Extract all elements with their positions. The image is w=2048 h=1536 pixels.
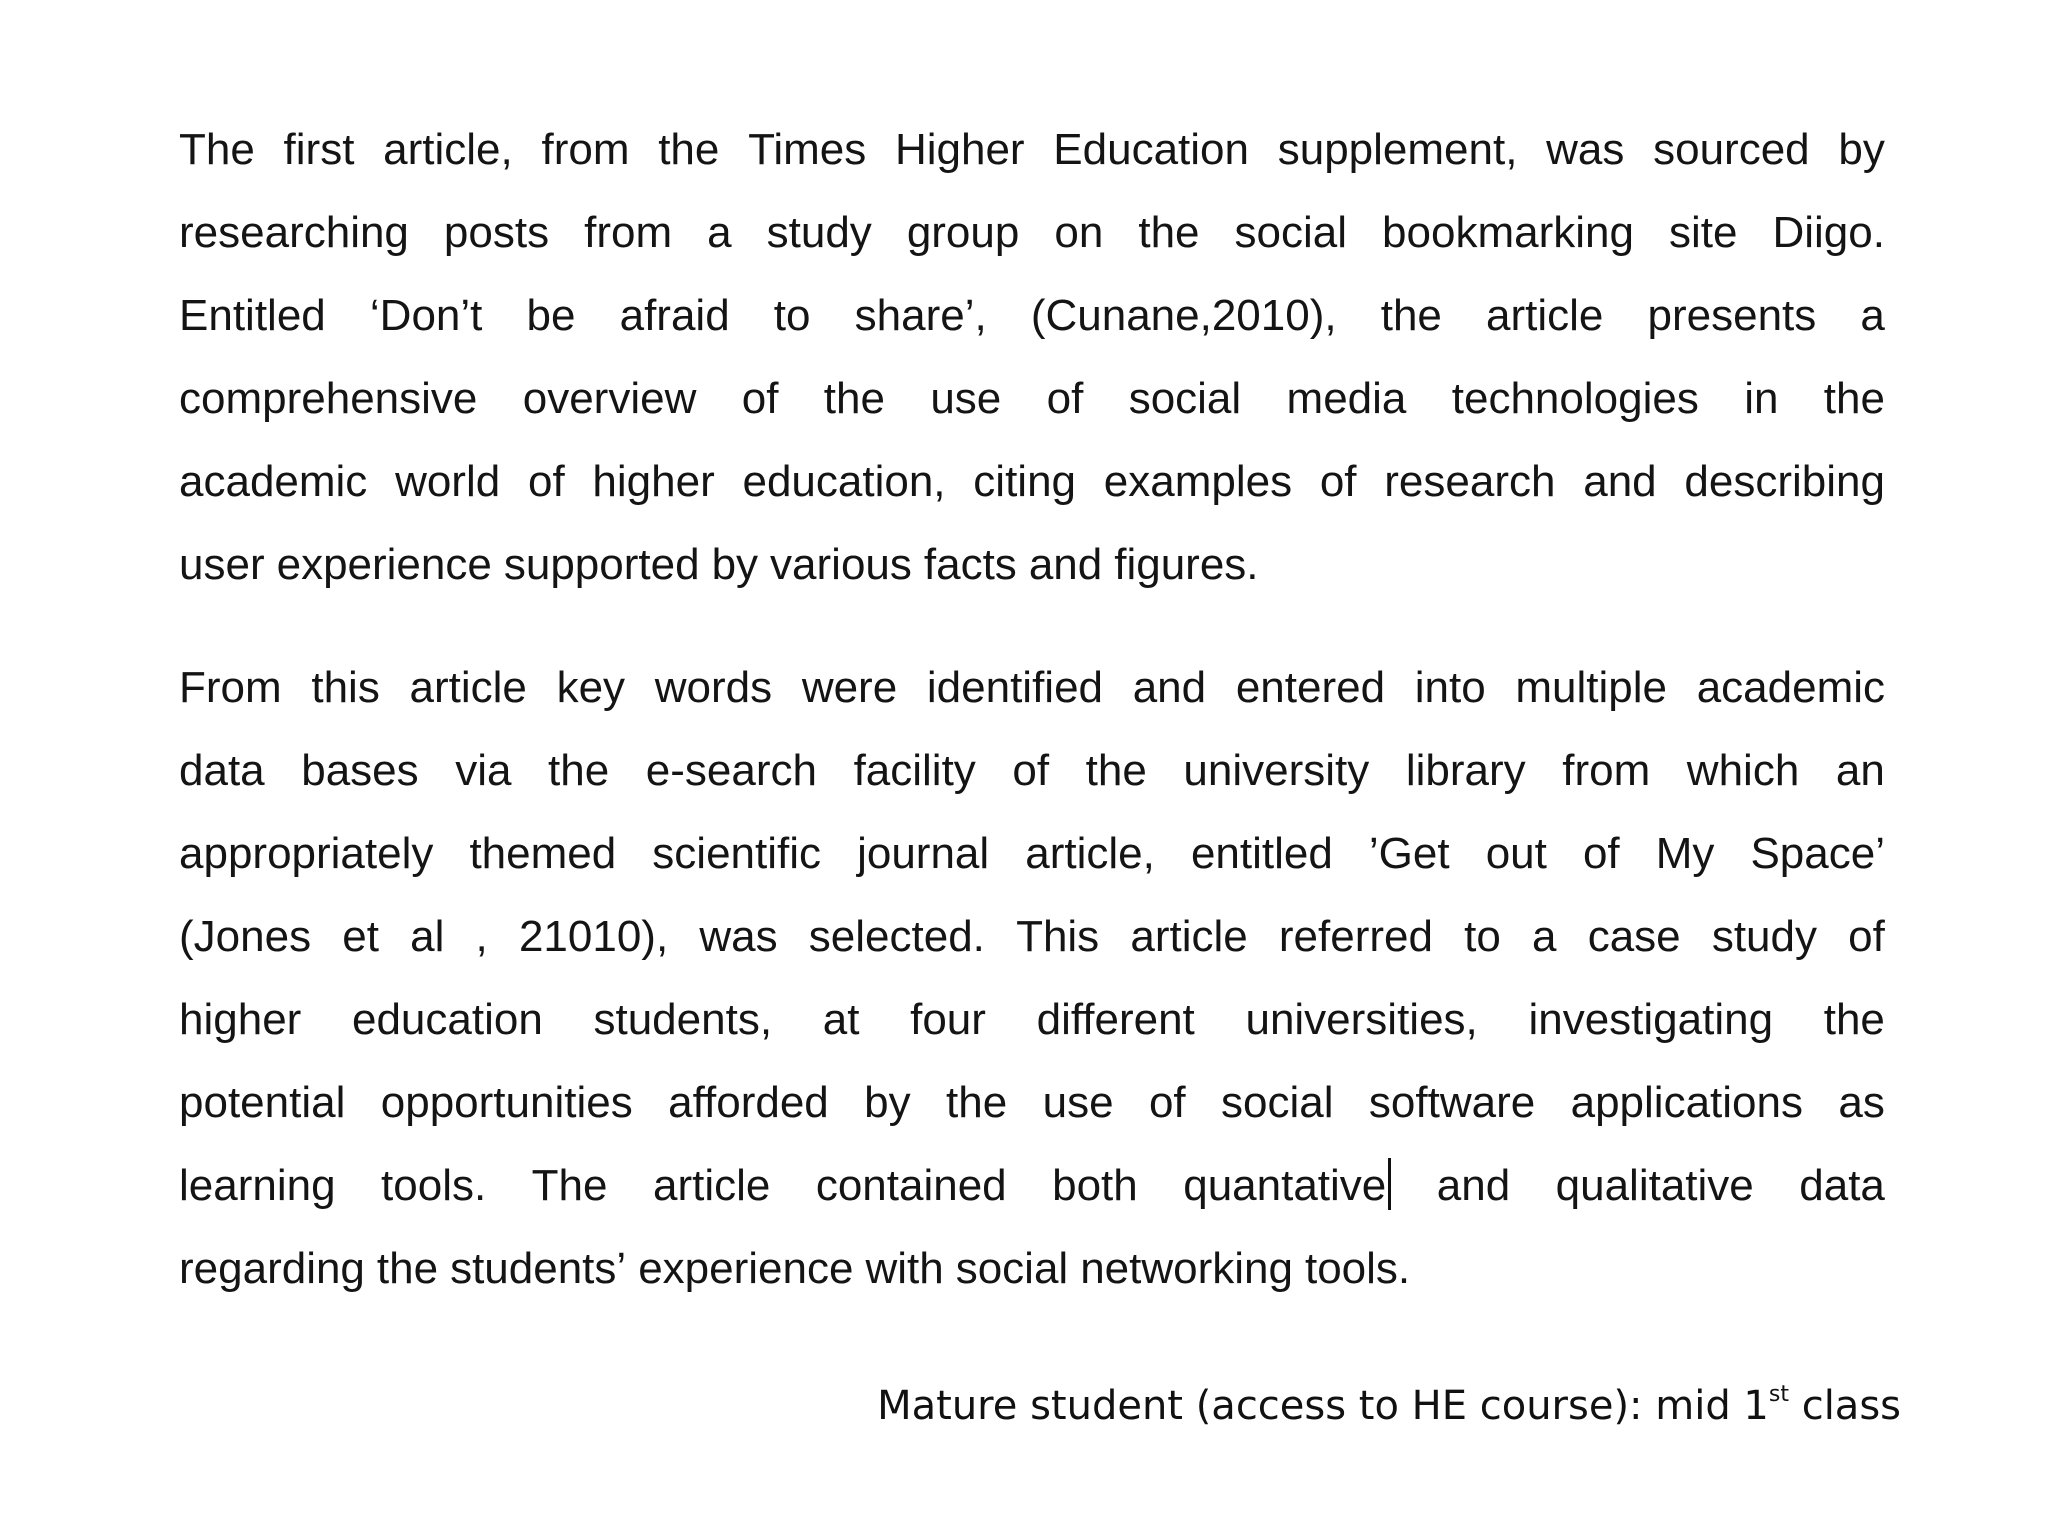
word: students’ (450, 1244, 627, 1293)
word: regarding (179, 1244, 365, 1293)
word: be (526, 291, 576, 340)
word: to (1464, 912, 1501, 961)
word: with (865, 1244, 944, 1293)
word: journal (857, 829, 990, 878)
text-line (179, 1227, 1885, 1310)
word: education, (742, 457, 946, 506)
word: both (1052, 1161, 1138, 1210)
word: 21010), (518, 912, 669, 961)
word: of (1012, 746, 1050, 795)
word: the (376, 1244, 439, 1293)
word: of (1582, 829, 1620, 878)
word: data (1799, 1161, 1885, 1210)
word: bookmarking (1382, 208, 1634, 257)
text-line (179, 812, 1885, 895)
word: by (1838, 125, 1885, 174)
word: of (1319, 457, 1357, 506)
word: a (707, 208, 732, 257)
word: library (1405, 746, 1526, 795)
text-line (179, 646, 1885, 729)
paragraph-gap (179, 606, 1885, 646)
word: from (584, 208, 673, 257)
word: the (658, 125, 720, 174)
word: and (1583, 457, 1657, 506)
word: figures. (1114, 540, 1259, 589)
word: selected. (808, 912, 985, 961)
word: and (1028, 540, 1103, 589)
word: opportunities (380, 1078, 633, 1127)
word: words (654, 663, 773, 712)
word: and (1132, 663, 1207, 712)
text-line (179, 440, 1885, 523)
word: social (1234, 208, 1348, 257)
word: of (1046, 374, 1084, 423)
word: presents (1647, 291, 1817, 340)
essay-excerpt (179, 108, 1885, 1318)
word: into (1414, 663, 1486, 712)
word: students, (593, 995, 773, 1044)
word: in (1744, 374, 1779, 423)
word: entitled (1190, 829, 1333, 878)
word: data (179, 746, 265, 795)
word: researching (179, 208, 409, 257)
word: From (179, 663, 282, 712)
word: from (541, 125, 630, 174)
word: supported (503, 540, 700, 589)
word: bases (301, 746, 419, 795)
word: quantative (1183, 1144, 1391, 1227)
word: academic (179, 457, 368, 506)
word: learning (179, 1161, 336, 1210)
word: afforded (668, 1078, 829, 1127)
word: university (1183, 746, 1370, 795)
word: first (283, 125, 355, 174)
word: identified (926, 663, 1104, 712)
word: study (1711, 912, 1817, 961)
word: describing (1684, 457, 1885, 506)
word: by (711, 540, 759, 589)
word: et (342, 912, 379, 961)
word: article, (1025, 829, 1155, 878)
paragraph-key-words (179, 646, 1885, 1310)
text-line (179, 729, 1885, 812)
word: tools. (1304, 1244, 1411, 1293)
word: software (1368, 1078, 1536, 1127)
word: group (906, 208, 1020, 257)
word: applications (1570, 1078, 1803, 1127)
word: Diigo. (1772, 208, 1885, 257)
word: referred (1278, 912, 1433, 961)
word: ‘Don’t (369, 291, 483, 340)
word: higher (592, 457, 715, 506)
word: posts (443, 208, 550, 257)
word: appropriately (179, 829, 434, 878)
word: the (1138, 208, 1200, 257)
word: Space’ (1750, 829, 1885, 878)
word: an (1835, 746, 1885, 795)
text-line (179, 274, 1885, 357)
word: entered (1235, 663, 1386, 712)
word: networking (1080, 1244, 1293, 1293)
word: this (311, 663, 380, 712)
word: facts (923, 540, 1017, 589)
text-line (179, 1061, 1885, 1144)
word: (Cunane,2010), (1030, 291, 1337, 340)
word: social (1128, 374, 1242, 423)
word: a (1860, 291, 1885, 340)
word: Education (1053, 125, 1249, 174)
text-line (179, 895, 1885, 978)
text-line (179, 108, 1885, 191)
word: Entitled (179, 291, 326, 340)
word: article (652, 1161, 771, 1210)
word: multiple (1515, 663, 1667, 712)
word: article (1130, 912, 1248, 961)
word: comprehensive (179, 374, 478, 423)
word: different (1036, 995, 1195, 1044)
word: experience (276, 540, 492, 589)
caption-main: Mature student (access to HE course): mid 1 (877, 1383, 1769, 1429)
word: technologies (1451, 374, 1699, 423)
word: the (1823, 995, 1885, 1044)
word: universities, (1245, 995, 1478, 1044)
word: social (955, 1244, 1069, 1293)
word: the (1823, 374, 1885, 423)
word: article, (383, 125, 513, 174)
word: world (395, 457, 501, 506)
word: which (1686, 746, 1800, 795)
word: to (773, 291, 811, 340)
word: of (527, 457, 565, 506)
word: site (1668, 208, 1738, 257)
word: , (475, 912, 488, 961)
word: (Jones (179, 912, 312, 961)
word: use (1042, 1078, 1114, 1127)
word: facility (853, 746, 976, 795)
word: experience (638, 1244, 854, 1293)
word: investigating (1528, 995, 1774, 1044)
paragraph-first-article (179, 108, 1885, 606)
word: four (910, 995, 986, 1044)
word: a (1532, 912, 1557, 961)
word: on (1054, 208, 1104, 257)
word: supplement, (1277, 125, 1518, 174)
word: overview (522, 374, 697, 423)
text-line (179, 191, 1885, 274)
word: Times (748, 125, 867, 174)
word: out (1485, 829, 1547, 878)
word: al (410, 912, 445, 961)
word: Higher (894, 125, 1025, 174)
grade-caption (877, 1378, 1901, 1434)
caption-superscript: st (1768, 1382, 1789, 1407)
word: user (179, 540, 265, 589)
word: key (556, 663, 626, 712)
word: were (801, 663, 898, 712)
word: use (930, 374, 1002, 423)
word: scientific (652, 829, 822, 878)
word: the (946, 1078, 1008, 1127)
text-cursor (1388, 1158, 1391, 1210)
word: The (179, 125, 255, 174)
word: examples (1103, 457, 1293, 506)
word: of (1848, 912, 1885, 961)
word: by (864, 1078, 911, 1127)
word: citing (973, 457, 1077, 506)
word: sourced (1653, 125, 1810, 174)
word: tools. (381, 1161, 487, 1210)
word: the (1085, 746, 1147, 795)
word: This (1016, 912, 1100, 961)
word: from (1562, 746, 1651, 795)
word: as (1838, 1078, 1885, 1127)
word: the (823, 374, 885, 423)
caption-tail: class (1788, 1383, 1901, 1429)
word: the (548, 746, 610, 795)
text-line (179, 357, 1885, 440)
word: and (1436, 1161, 1511, 1210)
word: of (1148, 1078, 1186, 1127)
word: media (1286, 374, 1407, 423)
word: various (770, 540, 912, 589)
word: afraid (619, 291, 730, 340)
word: at (822, 995, 860, 1044)
word: ’Get (1368, 829, 1450, 878)
word: qualitative (1555, 1161, 1754, 1210)
text-line (179, 978, 1885, 1061)
word: potential (179, 1078, 346, 1127)
word: article (1486, 291, 1604, 340)
word: research (1384, 457, 1556, 506)
word: My (1655, 829, 1715, 878)
word: education (351, 995, 543, 1044)
word: academic (1696, 663, 1885, 712)
word: The (531, 1161, 608, 1210)
word: higher (179, 995, 302, 1044)
word: was (699, 912, 778, 961)
word: the (1380, 291, 1442, 340)
word: share’, (854, 291, 987, 340)
word: themed (469, 829, 617, 878)
word: was (1546, 125, 1625, 174)
word: case (1587, 912, 1681, 961)
word: article (409, 663, 527, 712)
word: e-search (645, 746, 817, 795)
text-line (179, 1144, 1885, 1227)
word: study (766, 208, 872, 257)
word: contained (815, 1161, 1007, 1210)
text-line (179, 523, 1885, 606)
word: of (741, 374, 779, 423)
word: social (1221, 1078, 1334, 1127)
word: via (455, 746, 512, 795)
